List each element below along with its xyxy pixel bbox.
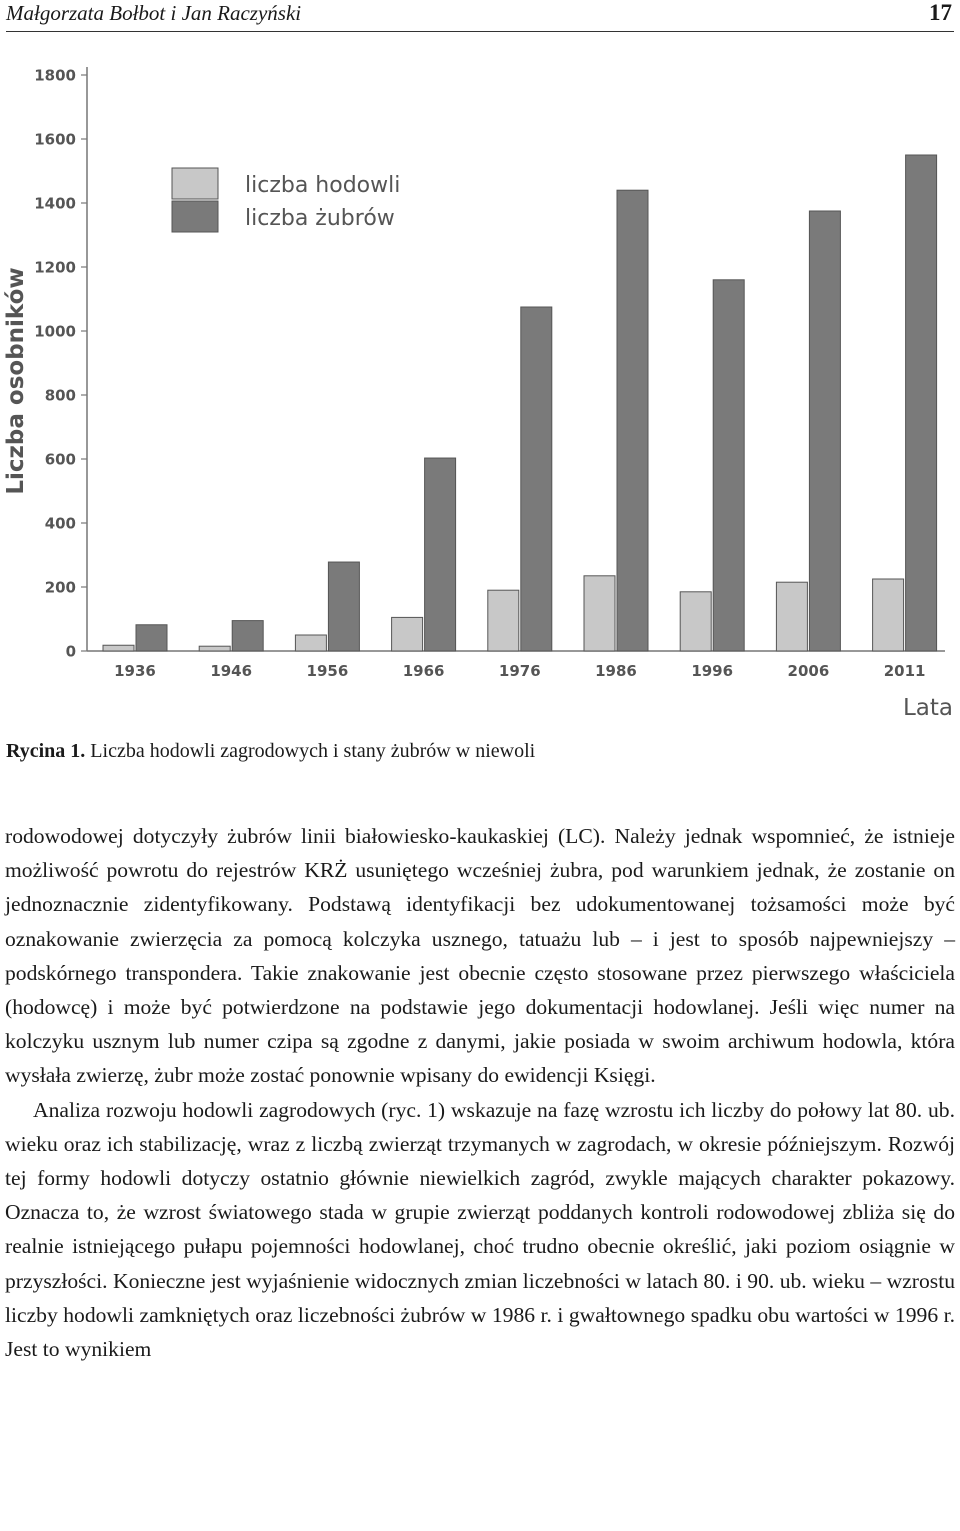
bar-hodowli xyxy=(392,617,423,651)
legend-swatch xyxy=(172,168,218,199)
x-tick-label: 1976 xyxy=(498,662,541,680)
bar-hodowli xyxy=(873,579,904,651)
bar-hodowli xyxy=(103,645,134,651)
bar-zubrow xyxy=(232,621,263,651)
figure-caption-label: Rycina 1. xyxy=(6,740,86,762)
y-tick-label: 1200 xyxy=(34,258,76,277)
y-tick-label: 1800 xyxy=(34,66,76,85)
bar-chart xyxy=(0,50,960,730)
bar-hodowli xyxy=(488,590,519,651)
bar-hodowli xyxy=(584,576,615,651)
x-axis-title: Lata xyxy=(902,695,953,721)
x-tick-label: 1946 xyxy=(210,662,253,680)
header-authors: Małgorzata Bołbot i Jan Raczyński xyxy=(6,1,302,25)
bar-zubrow xyxy=(809,211,840,651)
x-tick-label: 1986 xyxy=(595,662,637,680)
x-tick-label: 2011 xyxy=(883,662,926,680)
bar-hodowli xyxy=(776,582,807,651)
bar-hodowli xyxy=(680,592,711,651)
body-text xyxy=(5,819,955,1366)
y-tick-label: 200 xyxy=(44,578,76,597)
running-header xyxy=(6,0,954,32)
y-tick-label: 1400 xyxy=(34,194,76,213)
bar-zubrow xyxy=(425,458,456,651)
y-tick-label: 400 xyxy=(44,514,76,533)
x-tick-label: 1956 xyxy=(306,662,349,680)
page-number: 17 xyxy=(929,0,952,25)
bar-zubrow xyxy=(328,562,359,651)
y-tick-label: 600 xyxy=(44,450,76,469)
x-tick-label: 1996 xyxy=(691,662,734,680)
y-tick-label: 0 xyxy=(65,642,76,661)
bar-zubrow xyxy=(136,625,167,651)
y-tick-label: 1000 xyxy=(34,322,76,341)
y-tick-label: 800 xyxy=(44,386,76,405)
x-tick-label: 1936 xyxy=(114,662,156,680)
figure-caption-text: Liczba hodowli zagrodowych i stany żubrów w niewoli xyxy=(90,740,536,762)
legend-label: liczba hodowli xyxy=(245,173,401,198)
paragraph-2: Analiza rozwoju hodowli zagrodowych (ryc. 1) wskazuje na fazę wzrostu ich liczby do połowy lat 80. ub. wieku oraz ich stabilizację, wraz z liczbą zwierząt trzymanych w zagrodach, w okresie późniejszym. Rozwój tej formy hodowli dotyczy ostatnio głównie niewielkich zagród, zwykle mających charakter pokazowy. Oznacza to, że wzrost światowego stada w grupie zwierząt poddanych kontroli rodowodowej zbliża się do realnie istniejącego pułapu pojemności hodowlanej, choć trudno obecnie określić, jaki poziom osiągnie w przyszłości. Konieczne jest wyjaśnienie widocznych zmian liczebności w latach 80. i 90. ub. wieku – wzrostu liczby hodowli zamkniętych oraz liczebności żubrów w 1986 r. i gwałtownego spadku obu wartości w 1996 r. Jest to wynikiem xyxy=(5,1097,955,1362)
y-axis-title: Liczba osobników xyxy=(3,267,29,495)
y-tick-label: 1600 xyxy=(34,130,76,149)
bar-zubrow xyxy=(521,307,552,651)
bar-zubrow xyxy=(617,190,648,651)
x-tick-label: 2006 xyxy=(787,662,830,680)
bar-zubrow xyxy=(713,280,744,651)
bar-hodowli xyxy=(295,635,326,651)
bar-zubrow xyxy=(906,155,937,651)
legend-label: liczba żubrów xyxy=(245,206,395,231)
paragraph-1: rodowodowej dotyczyły żubrów linii białowiesko-kaukaskiej (LC). Należy jednak wspomnieć, że istnieje możliwość powrotu do rejestrów KRŻ usuniętego wcześniej żubra, pod warunkiem jednak, że zostanie on jednoznacznie zidentyfikowany. Podstawą identyfikacji bez udokumentowanej tożsamości może być oznakowanie zwierzęcia za pomocą kolczyka usznego, tatuażu lub – i jest to sposób najpewniejszy – podskórnego transpondera. Takie znakowanie jest obecnie często stosowane przez pierwszego właściciela (hodowcę) i może być potwierdzone na podstawie jego dokumentacji hodowlanej. Jeśli więc numer na kolczyku usznym lub numer czipa są zgodne z danymi, jakie posiada w swoim archiwum hodowla, która wysłała zwierzę, żubr może zostać ponownie wpisany do ewidencji Księgi. xyxy=(5,824,955,1088)
legend-swatch xyxy=(172,201,218,232)
x-tick-label: 1966 xyxy=(402,662,445,680)
figure-caption xyxy=(6,740,954,763)
bar-hodowli xyxy=(199,646,230,651)
